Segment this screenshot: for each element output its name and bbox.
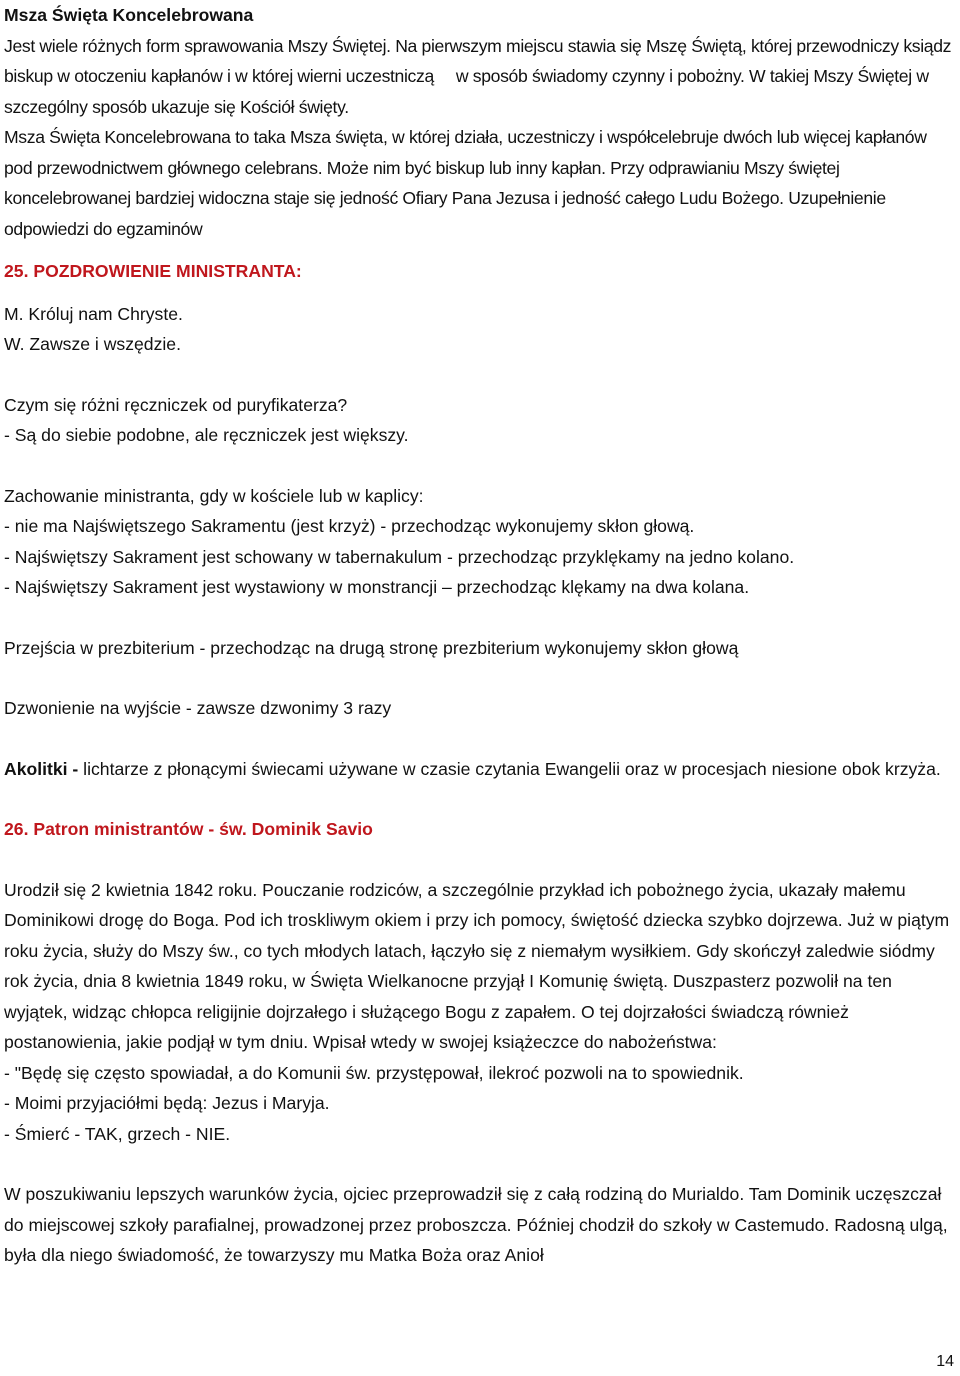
bells-note: Dzwonienie na wyjście - zawsze dzwonimy 3 razy xyxy=(4,698,392,718)
bio-paragraph: Urodził się 2 kwietnia 1842 roku. Pouczanie rodziców, a szczególnie przykład ich pobożnego życia, ukazały małemu Dominikowi drogę do Boga. Pod ich troskliwym okiem i przy ich pomocy, świętość dziecka szybko dojrzewa. Już w piątym roku życia, służy do Mszy św., co tych młodych latach, łączyło się z niemałym wysiłkiem. Gdy skończył zaledwie siódmy rok życia, dnia 8 kwietnia 1849 roku, w Święta Wielkanocne przyjął I Komunię świętą. Duszpasterz pozwolił na ten wyjątek, widząc chłopca religijnie dojrzałego i służącego Bogu z zapałem. O tej dojrzałości świadczą również postanowienia, jakie podjął w tym dniu. Wpisał wtedy w swojej książeczce do nabożeństwa: xyxy=(4,879,950,1052)
intro-paragraph-part-b: w sposób świadomy czynny i pobożny. W takiej Mszy Świętej w szczególny sposób ukazuje się Kościół święty. xyxy=(4,66,929,117)
presbytery-note: Przejścia w prezbiterium - przechodząc na drugą stronę prezbiterium wykonujemy skłon głową xyxy=(4,637,739,658)
behavior-item: - Najświętszy Sakrament jest wystawiony w monstrancji – przechodząc klękamy na dwa kolana. xyxy=(4,577,750,597)
intro-paragraph-part-a: Jest wiele różnych form sprawowania Mszy Świętej. Na pierwszym miejscu stawia się Mszę Świętą, której przewodniczy ksiądz biskup w otoczeniu kapłanów i w której wierni uczestniczą xyxy=(4,35,952,86)
section-title: Msza Święta Koncelebrowana xyxy=(4,5,254,25)
heading-26: 26. Patron ministrantów - św. Dominik Savio xyxy=(4,819,373,839)
resolution-item: - Śmierć - TAK, grzech - NIE. xyxy=(4,1123,231,1144)
behavior-item: - Najświętszy Sakrament jest schowany w tabernakulum - przechodząc przyklękamy na jedno kolano. xyxy=(4,546,795,567)
concelebration-paragraph: Msza Święta Koncelebrowana to taka Msza święta, w której działa, uczestniczy i współcelebruje dwóch lub więcej kapłanów pod przewodnictwem głównego celebrans. Może nim być biskup lub inny kapłan. Przy odprawianiu Mszy świętej koncelebrowanej bardziej widoczna staje się jedność Ofiary Pana Jezusa i jedność całego Ludu Bożego. Uzupełnienie odpowiedzi do egzaminów xyxy=(4,127,927,239)
resolution-item: - "Będę się często spowiadał, a do Komunii św. przystępował, ilekroć pozwoli na to spowiednik. xyxy=(4,1062,744,1083)
greeting-w: W. Zawsze i wszędzie. xyxy=(4,334,181,354)
behavior-item: - nie ma Najświętszego Sakramentu (jest krzyż) - przechodząc wykonujemy skłon głową. xyxy=(4,516,695,536)
greeting-m: M. Króluj nam Chryste. xyxy=(4,303,183,324)
behavior-intro: Zachowanie ministranta, gdy w kościele lub w kaplicy: xyxy=(4,485,424,506)
intro-paragraph xyxy=(4,31,952,123)
acolytes-note xyxy=(4,754,952,785)
later-life-paragraph: W poszukiwaniu lepszych warunków życia, ojciec przeprowadził się z całą rodziną do Murialdo. Tam Dominik uczęszczał do miejscowej szkoły parafialnej, prowadzonej przez proboszcza. Później chodził do szkoły w Castemudo. Radosną ulgą, była dla niego świadomość, że towarzyszy mu Matka Boża oraz Anioł xyxy=(4,1184,948,1265)
acolytes-term: Akolitki - xyxy=(4,758,79,779)
page-number: 14 xyxy=(936,1353,954,1370)
acolytes-text: lichtarze z płonącymi świecami używane w czasie czytania Ewangelii oraz w procesjach niesione obok krzyża. xyxy=(78,758,941,779)
answer: - Są do siebie podobne, ale ręczniczek jest większy. xyxy=(4,425,409,445)
document-page xyxy=(4,0,952,1271)
resolution-item: - Moimi przyjaciółmi będą: Jezus i Maryja. xyxy=(4,1093,330,1113)
heading-25: 25. POZDROWIENIE MINISTRANTA: xyxy=(4,261,302,281)
question: Czym się różni ręczniczek od puryfikaterza? xyxy=(4,394,348,415)
